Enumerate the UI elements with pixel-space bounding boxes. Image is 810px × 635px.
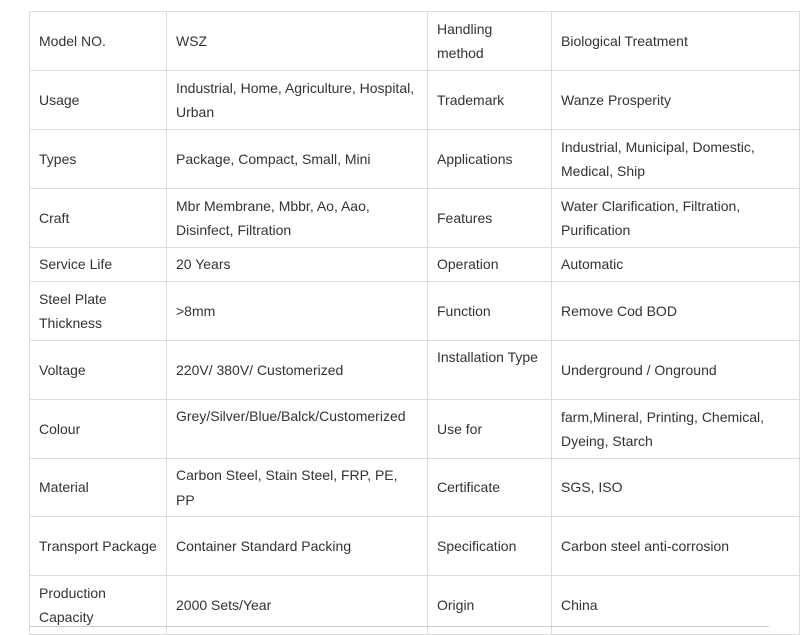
table-row <box>30 517 800 576</box>
spec-label: Types <box>30 130 167 189</box>
spec-label: Use for <box>428 400 552 459</box>
spec-value: Remove Cod BOD <box>552 282 800 341</box>
spec-label: Craft <box>30 189 167 248</box>
spec-label: Usage <box>30 71 167 130</box>
spec-label: Service Life <box>30 248 167 282</box>
spec-value: Wanze Prosperity <box>552 71 800 130</box>
spec-value: Industrial, Municipal, Domestic, Medical, Ship <box>552 130 800 189</box>
spec-value: Package, Compact, Small, Mini <box>167 130 428 189</box>
spec-value: >8mm <box>167 282 428 341</box>
spec-value: Underground / Onground <box>552 341 800 400</box>
spec-value: 2000 Sets/Year <box>167 576 428 635</box>
spec-value: Carbon Steel, Stain Steel, FRP, PE, PP <box>167 459 428 517</box>
table-row <box>30 248 800 282</box>
spec-label: Steel Plate Thickness <box>30 282 167 341</box>
spec-value: SGS, ISO <box>552 459 800 517</box>
spec-label: Specification <box>428 517 552 576</box>
spec-label: Features <box>428 189 552 248</box>
spec-label: Operation <box>428 248 552 282</box>
spec-label: Certificate <box>428 459 552 517</box>
spec-label: Model NO. <box>30 12 167 71</box>
table-row <box>30 12 800 71</box>
table-row <box>30 189 800 248</box>
spec-value: Industrial, Home, Agriculture, Hospital, Urban <box>167 71 428 130</box>
table-row <box>30 459 800 517</box>
spec-label: Voltage <box>30 341 167 400</box>
spec-label: Transport Package <box>30 517 167 576</box>
table-row <box>30 130 800 189</box>
spec-label: Applications <box>428 130 552 189</box>
spec-value: Grey/Silver/Blue/Balck/Customerized <box>167 400 428 459</box>
spec-value: Biological Treatment <box>552 12 800 71</box>
spec-value: China <box>552 576 800 635</box>
product-spec-table <box>29 11 800 635</box>
spec-label: Installation Type <box>428 341 552 400</box>
spec-value: 20 Years <box>167 248 428 282</box>
spec-value: WSZ <box>167 12 428 71</box>
spec-value: Container Standard Packing <box>167 517 428 576</box>
spec-value: farm,Mineral, Printing, Chemical, Dyeing, Starch <box>552 400 800 459</box>
table-row <box>30 71 800 130</box>
spec-value: Automatic <box>552 248 800 282</box>
spec-label: Origin <box>428 576 552 635</box>
table-row <box>30 282 800 341</box>
table-row <box>30 341 800 400</box>
spec-label: Trademark <box>428 71 552 130</box>
spec-label: Handling method <box>428 12 552 71</box>
spec-value: Water Clarification, Filtration, Purification <box>552 189 800 248</box>
spec-value: 220V/ 380V/ Customerized <box>167 341 428 400</box>
spec-label: Production Capacity <box>30 576 167 635</box>
spec-label: Function <box>428 282 552 341</box>
spec-value: Mbr Membrane, Mbbr, Ao, Aao, Disinfect, Filtration <box>167 189 428 248</box>
spec-value: Carbon steel anti-corrosion <box>552 517 800 576</box>
spec-label: Material <box>30 459 167 517</box>
spec-label: Colour <box>30 400 167 459</box>
table-row <box>30 400 800 459</box>
